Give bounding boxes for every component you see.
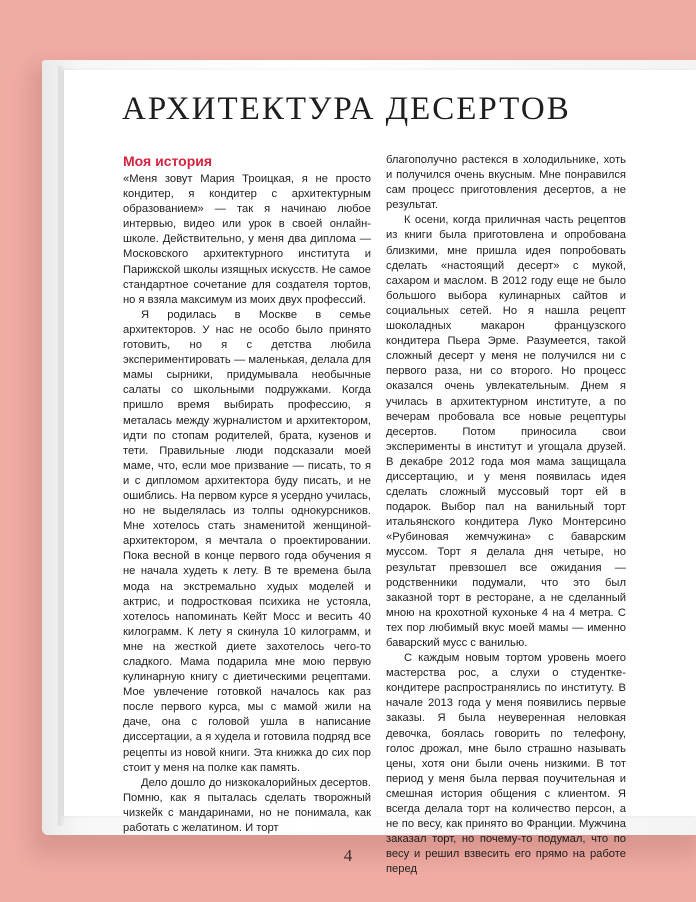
right-column — [386, 153, 626, 878]
page-title: АРХИТЕКТУРА ДЕСЕРТОВ — [122, 91, 571, 127]
paragraph: Я родилась в Москве в семье архитекторов. У нас не особо было принято готовить, но я с детства любила экспериментировать — маленькая, делала для мамы сырники, придумывала необычные салаты со школьными подружками. Когда пришло время выбирать профессию, я металась между журналистом и архитектором, идти по стопам родителей, брата, кузенов и тети. Правильные люди подсказали моей маме, что, если мое призвание — писать, то я и с дипломом архитектора буду писать, и не ошиблись. На первом курсе я усердно училась, но не выделялась из толпы однокурсников. Мне хотелось стать знаменитой женщиной-архитектором, я мечтала о проектировании. Пока весной в конце первого года обучения я не начала худеть к лету. В те времена была мода на экстремально худых моделей и актрис, и подростковая психика не устояла, хотелось напоминать Кейт Мосс и весить 40 килограмм. К лету я скинула 10 килограмм, и мне на жесткой диете захотелось чего-то сладкого. Мама подарила мне мою первую кулинарную книгу с диетическими рецептами. Мое увлечение готовкой началось как раз после первого курса, мы с мамой жили на даче, она с головой ушла в написание диссертации, а я худела и готовила подряд все рецепты из новой книги. Эта книжка до сих пор стоит у меня на полке как память. — [123, 308, 371, 774]
paragraph: К осени, когда приличная часть рецептов из книги была приготовлена и опробована близкими, мне пришла идея попробовать сделать «настоящий десерт» с мукой, сахаром и маслом. В 2012 году еще не было большого выбора кулинарных сайтов и социальных сетей. Но я нашла рецепт шоколадных макарон французского кондитера Пьера Эрме. Разумеется, такой сложный десерт у меня не получился ни с первого раза, ни со второго. Но процесс оказался очень увлекательным. Днем я училась в архитектурном институте, а по вечерам пробовала все новые рецептуры десертов. Потом приносила свои эксперименты в институт и угощала друзей. В декабре 2012 года моя мама защищала диссертацию, и у меня появилась идея сделать сложный муссовый торт ей в подарок. Выбор пал на ванильный торт итальянского кондитера Луко Монтерсино «Рубиновая жемчужина» с баварским муссом. Торт я делала дня четыре, но результат превзошел все ожидания — родственники подумали, что это был заказной торт в ресторане, а не сделанный мною на крохотной кухоньке 4 на 4 метра. С тех пор любимый вкус моей мамы — именно баварский мусс с ванилью. — [386, 214, 626, 649]
paragraph: «Меня зовут Мария Троицкая, я не просто кондитер, я кондитер с архитектурным образованием» — так я начинаю любое интервью, видео или урок в своей онлайн-школе. Действительно, у меня два диплома — Московского архитектурного института и Парижской школы изящных искусств. Не самое стандартное сочетание для создателя тортов, но я взяла максимум из моих двух профессий. — [123, 173, 371, 306]
book-page — [64, 70, 696, 876]
paragraph: благополучно растекся в холодильнике, хоть и получился очень вкусным. Мне понравился сам процесс приготовления десертов, а не результат. — [386, 154, 626, 212]
section-heading: Моя история — [123, 153, 213, 169]
page-number: 4 — [343, 846, 353, 865]
paragraph: Дело дошло до низкокалорийных десертов. Помню, как я пыталась сделать творожный чизкейк с мандаринами, но не понимала, как работать с желатином. И торт — [123, 776, 371, 835]
paragraph: С каждым новым тортом уровень моего мастерства рос, а слухи о студентке-кондитере распространялись по институту. В начале 2013 года у меня появились первые заказы. Я была неуверенная неловкая девочка, боялась говорить по телефону, голос дрожал, мне было страшно называть цены, хотя они были очень низкими. В тот период у меня была первая поучительная и смешная история общения с клиентом. Я всегда делала торт на количество персон, а не по весу, как принято во Франции. Мужчина заказал торт, но почему-то подумал, что по весу и решил взвесить его прямо на работе перед — [386, 652, 626, 876]
left-column — [123, 153, 371, 836]
